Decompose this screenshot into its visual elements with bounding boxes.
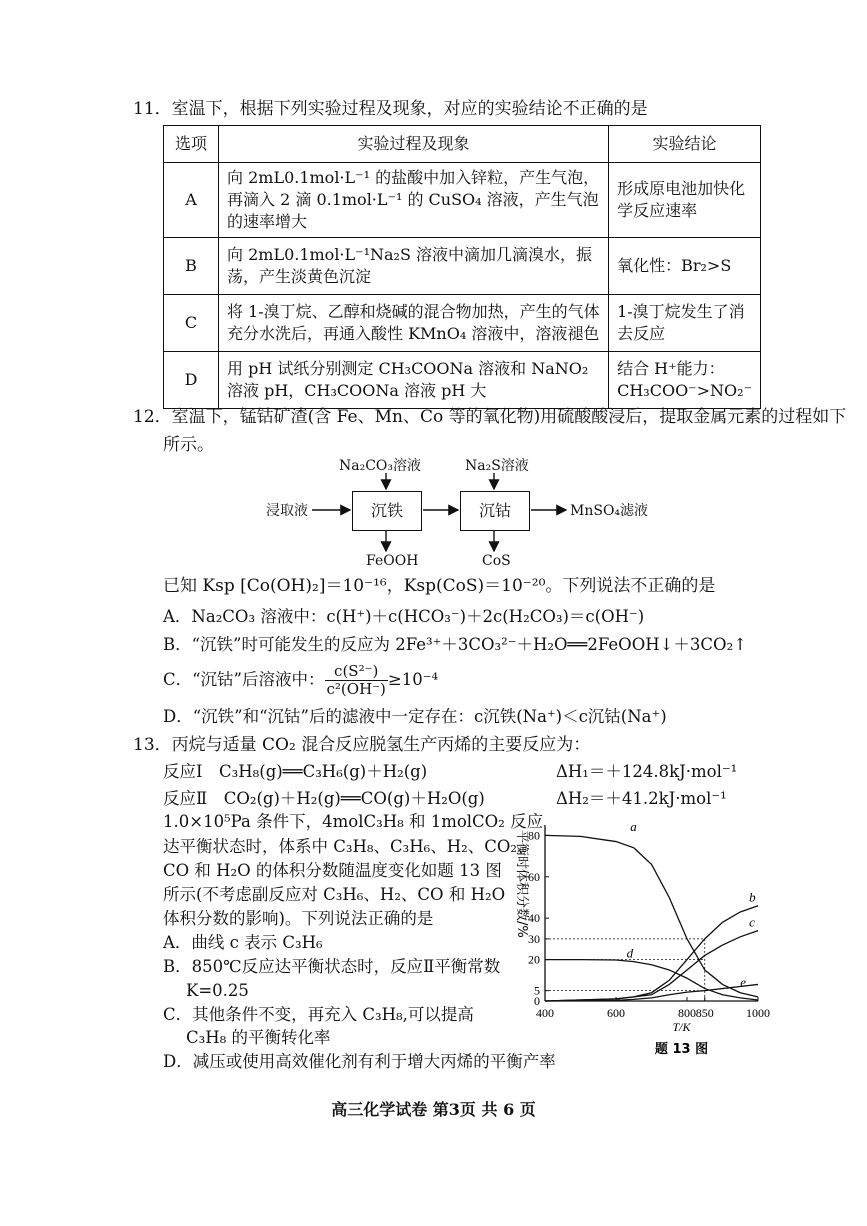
q13-para-line1: 1.0×10⁵Pa 条件下，4molC₃H₈ 和 1molCO₂ 反应	[163, 812, 544, 831]
q13-option-c-line2: C₃H₈ 的平衡转化率	[186, 1028, 331, 1047]
flow-reagent1: Na₂CO₃溶液	[339, 458, 422, 474]
q13-stem: 13．丙烷与适量 CO₂ 混合反应脱氢生产丙烯的主要反应为：	[133, 735, 591, 755]
option-c-suffix: ≥10⁻⁴	[387, 670, 439, 689]
y-tick-label: 30	[528, 931, 540, 946]
series-label-e: e	[740, 974, 747, 990]
row-conclusion: 结合 H⁺能力：CH₃COO⁻>NO₂⁻	[609, 352, 761, 409]
q13-chart	[500, 815, 780, 1065]
series-label-d: d	[626, 945, 634, 961]
q13-para-line2: 达平衡状态时，体系中 C₃H₈、C₃H₆、H₂、CO₂、	[163, 837, 534, 856]
y-axis-label: 平衡时体积分数/%	[514, 830, 529, 938]
chart-caption: 题 13 图	[654, 1042, 709, 1057]
x-tick-label: 400	[536, 1006, 554, 1020]
q13-para-line3: CO 和 H₂O 的体积分数随温度变化如题 13 图	[163, 861, 502, 880]
y-tick-label: 20	[528, 952, 540, 967]
q13-option-a: A．曲线 c 表示 C₃H₆	[163, 933, 323, 952]
row-option: B	[164, 238, 219, 295]
flow-reagent2: Na₂S溶液	[465, 458, 529, 474]
q13-option-b-line2: K=0.25	[186, 981, 249, 1000]
q13-reaction2-dh: ΔH₂＝＋41.2kJ·mol⁻¹	[556, 789, 727, 808]
q12-stem-line2: 所示。	[163, 435, 214, 455]
q13-para-line5: 体积分数的影响)。下列说法正确的是	[163, 909, 434, 928]
q12-option-b: B．“沉铁”时可能发生的反应为 2Fe³⁺＋3CO₃²⁻＋H₂O══2FeOOH↓＋3CO₂↑	[163, 635, 748, 654]
y-tick-label: 80	[528, 828, 540, 843]
q13-option-c-line1: C．其他条件不变，再充入 C₃H₈,可以提高	[163, 1005, 474, 1024]
q11-stem: 11．室温下，根据下列实验过程及现象，对应的实验结论不正确的是	[133, 99, 648, 119]
flow-box-iron: 沉铁	[352, 491, 422, 531]
row-conclusion: 氧化性：Br₂>S	[609, 238, 761, 295]
flow-product2: CoS	[482, 553, 511, 569]
header-conclusion: 实验结论	[609, 126, 761, 163]
row-conclusion: 1-溴丁烷发生了消去反应	[609, 295, 761, 352]
flow-arrows	[0, 0, 867, 600]
x-tick-label: 850	[695, 1006, 714, 1020]
q13-reaction1-dh: ΔH₁＝＋124.8kJ·mol⁻¹	[556, 762, 738, 781]
option-c-prefix: C．“沉钴”后溶液中：	[163, 670, 325, 689]
q12-stem-line1: 12．室温下，锰钴矿渣(含 Fe、Mn、Co 等的氧化物)用硫酸酸浸后，提取金属元素的过程如下	[133, 407, 847, 427]
y-tick-label: 0	[534, 994, 540, 1008]
x-tick-label: 600	[607, 1006, 625, 1020]
flow-product1: FeOOH	[366, 553, 419, 569]
flow-box-cobalt: 沉钴	[460, 491, 530, 531]
y-tick-label: 60	[528, 869, 540, 884]
flow-output: MnSO₄滤液	[570, 503, 649, 519]
q12-option-a: A．Na₂CO₃ 溶液中：c(H⁺)＋c(HCO₃⁻)＋2c(H₂CO₃)＝c(OH⁻)	[163, 607, 645, 626]
series-line-d	[545, 960, 758, 1000]
flow-input: 浸取液	[266, 503, 308, 519]
x-axis-label: T/K	[672, 1020, 691, 1034]
row-process: 向 2mL0.1mol·L⁻¹ 的盐酸中加入锌粒，产生气泡，再滴入 2 滴 0.1mol·L⁻¹ 的 CuSO₄ 溶液，产生气泡的速率增大	[219, 163, 609, 238]
row-option: D	[164, 352, 219, 409]
row-conclusion: 形成原电池加快化学反应速率	[609, 163, 761, 238]
x-tick-label: 800	[678, 1006, 696, 1020]
row-process: 将 1-溴丁烷、乙醇和烧碱的混合物加热，产生的气体充分水洗后，再通入酸性 KMnO₄ 溶液中，溶液褪色	[219, 295, 609, 352]
series-label-b: b	[749, 889, 756, 905]
option-c-fraction	[325, 663, 388, 698]
q13-reaction2: 反应Ⅱ CO₂(g)＋H₂(g)══CO(g)＋H₂O(g)	[163, 789, 485, 808]
q13-option-b-line1: B．850℃反应达平衡状态时，反应Ⅱ平衡常数	[163, 957, 501, 976]
header-option: 选项	[164, 126, 219, 163]
row-option: A	[164, 163, 219, 238]
series-label-c: c	[749, 914, 755, 930]
fraction-numerator: c(S²⁻)	[325, 663, 388, 681]
fraction-denominator: c²(OH⁻)	[326, 680, 386, 698]
header-process: 实验过程及现象	[219, 126, 609, 163]
q13-reaction1: 反应Ⅰ C₃H₈(g)══C₃H₆(g)＋H₂(g)	[163, 762, 428, 781]
y-tick-label: 5	[534, 983, 540, 998]
q12-option-d: D．“沉铁”和“沉钴”后的滤液中一定存在：c沉铁(Na⁺)＜c沉钴(Na⁺)	[163, 707, 667, 726]
x-tick-label: 1000	[746, 1006, 770, 1020]
q13-para-line4: 所示(不考虑副反应对 C₃H₆、H₂、CO 和 H₂O	[163, 885, 506, 904]
q12-known: 已知 Ksp [Co(OH)₂]＝10⁻¹⁶，Ksp(CoS)＝10⁻²⁰。下列说法不正确的是	[163, 576, 716, 596]
row-option: C	[164, 295, 219, 352]
q12-option-c	[163, 663, 438, 698]
series-label-a: a	[630, 819, 637, 835]
series-line-c	[545, 931, 758, 1001]
page-footer: 高三化学试卷 第3页 共 6 页	[331, 1100, 536, 1119]
row-process: 向 2mL0.1mol·L⁻¹Na₂S 溶液中滴加几滴溴水，振荡，产生淡黄色沉淀	[219, 238, 609, 295]
y-tick-label: 40	[528, 911, 540, 926]
series-line-a	[545, 835, 758, 997]
row-process: 用 pH 试纸分别测定 CH₃COONa 溶液和 NaNO₂ 溶液 pH，CH₃COONa 溶液 pH 大	[219, 352, 609, 409]
q13-option-d: D．减压或使用高效催化剂有利于增大丙烯的平衡产率	[163, 1052, 556, 1071]
